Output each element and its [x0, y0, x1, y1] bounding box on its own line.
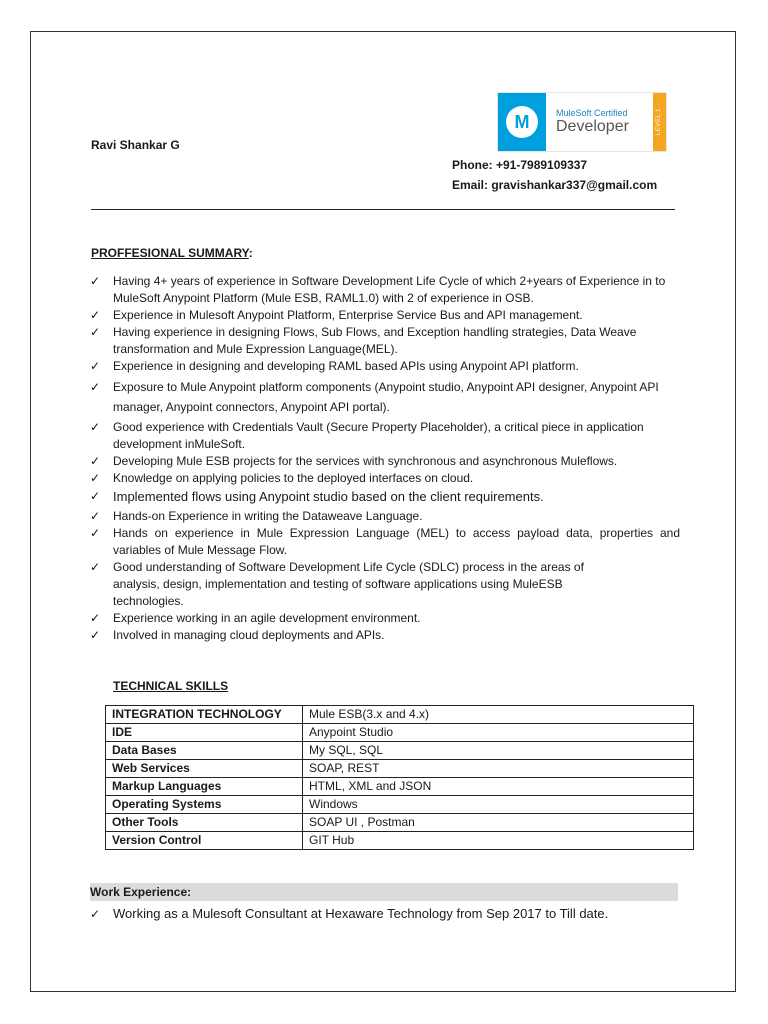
badge-certified-text: MuleSoft Certified — [556, 108, 628, 118]
table-row — [106, 742, 694, 760]
technical-skills-table — [105, 705, 694, 850]
summary-list — [90, 273, 680, 644]
table-row — [106, 832, 694, 850]
technical-skills-heading: TECHNICAL SKILLS — [113, 679, 229, 693]
summary-heading-colon: : — [248, 246, 253, 260]
checkmark-icon: ✓ — [90, 907, 101, 921]
skill-category: Markup Languages — [106, 778, 303, 796]
work-item — [90, 904, 608, 924]
summary-item: ✓ Having experience in designing Flows, Sub Flows, and Exception handling strategies, Data Weave transformation and Mule Expression Language(MEL). — [90, 324, 680, 358]
mulesoft-logo-icon: M — [506, 106, 538, 138]
badge-logo-panel — [498, 93, 546, 151]
summary-heading-text: PROFFESIONAL SUMMARY — [91, 246, 249, 260]
table-row — [106, 760, 694, 778]
header-divider — [91, 209, 675, 210]
mulesoft-certified-badge — [498, 93, 666, 151]
email: Email: gravishankar337@gmail.com — [452, 178, 658, 192]
candidate-name: Ravi Shankar G — [91, 138, 180, 152]
skill-value: Anypoint Studio — [303, 724, 694, 742]
summary-item: ✓ Having 4+ years of experience in Software Development Life Cycle of which 2+years of Experience in to MuleSoft Anypoint Platform (Mule ESB, RAML1.0) with 2 of experience in OSB. — [90, 273, 680, 307]
badge-title: Developer — [556, 118, 629, 135]
table-row — [106, 706, 694, 724]
summary-item: ✓ Knowledge on applying policies to the deployed interfaces on cloud. — [90, 470, 680, 487]
summary-item: ✓ Hands-on Experience in writing the Dataweave Language. — [90, 508, 680, 525]
summary-item: ✓ Good experience with Credentials Vault (Secure Property Placeholder), a critical piece in application development inMuleSoft. — [90, 419, 680, 453]
skill-value: Mule ESB(3.x and 4.x) — [303, 706, 694, 724]
skill-value: SOAP, REST — [303, 760, 694, 778]
skill-category: IDE — [106, 724, 303, 742]
work-experience-heading: Work Experience: — [90, 883, 678, 901]
summary-item: ✓ Involved in managing cloud deployments and APIs. — [90, 627, 680, 644]
table-row — [106, 796, 694, 814]
summary-item: ✓ Experience in designing and developing RAML based APIs using Anypoint API platform. — [90, 358, 680, 375]
skill-category: Data Bases — [106, 742, 303, 760]
skill-value: SOAP UI , Postman — [303, 814, 694, 832]
table-row — [106, 724, 694, 742]
summary-item: ✓ Implemented flows using Anypoint studio based on the client requirements. — [90, 487, 680, 506]
summary-heading — [91, 246, 253, 260]
phone: Phone: +91-7989109337 — [452, 158, 588, 172]
summary-item: ✓ Experience working in an agile development environment. — [90, 610, 680, 627]
summary-item: ✓ Developing Mule ESB projects for the services with synchronous and asynchronous Muleflows. — [90, 453, 680, 470]
skill-value: My SQL, SQL — [303, 742, 694, 760]
badge-level: LEVEL 1 — [653, 93, 666, 151]
skill-value: Windows — [303, 796, 694, 814]
table-row — [106, 814, 694, 832]
skill-category: Other Tools — [106, 814, 303, 832]
work-item-text: Working as a Mulesoft Consultant at Hexaware Technology from Sep 2017 to Till date. — [113, 906, 609, 921]
skill-value: GIT Hub — [303, 832, 694, 850]
summary-item: ✓ Experience in Mulesoft Anypoint Platform, Enterprise Service Bus and API management. — [90, 307, 680, 324]
summary-item: ✓ Exposure to Mule Anypoint platform components (Anypoint studio, Anypoint API designer, Anypoint API manager, Anypoint connectors, Anypoint API portal). — [90, 377, 680, 417]
skill-category: INTEGRATION TECHNOLOGY — [106, 706, 303, 724]
skill-category: Web Services — [106, 760, 303, 778]
table-row — [106, 778, 694, 796]
skill-category: Version Control — [106, 832, 303, 850]
skill-value: HTML, XML and JSON — [303, 778, 694, 796]
summary-item: ✓ Hands on experience in Mule Expression Language (MEL) to access payload data, properties and variables of Mule Message Flow. — [90, 525, 680, 559]
summary-item: ✓ Good understanding of Software Development Life Cycle (SDLC) process in the areas of analysis, design, implementation and testing of software applications using MuleESB technologies. — [90, 559, 680, 610]
skill-category: Operating Systems — [106, 796, 303, 814]
